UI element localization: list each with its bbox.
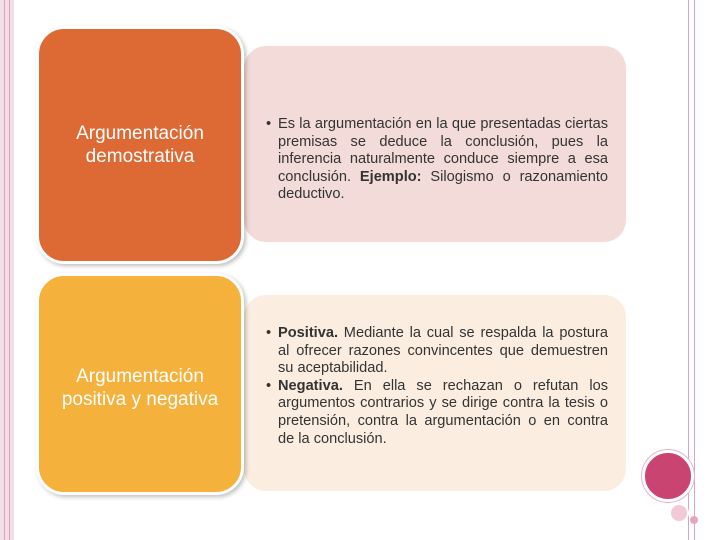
bullet-mark: • [266, 116, 272, 132]
left-frame-border [0, 0, 14, 540]
frame-line [9, 0, 10, 540]
bullet-item-negative [266, 378, 608, 448]
label-text: Argumentación demostrativa [76, 123, 204, 167]
decorative-circle-tiny [690, 516, 698, 524]
decorative-circle-large [642, 450, 694, 502]
bullet-bold-lead: Negativa. [278, 377, 343, 394]
frame-line [4, 0, 5, 540]
frame-line [694, 0, 695, 540]
bullet-item [266, 116, 608, 204]
decorative-circle-small [669, 503, 689, 523]
bullet-item-positive [266, 325, 608, 378]
label-positive-negative [36, 273, 244, 495]
label-text: Argumentación positiva y negativa [61, 366, 219, 410]
content-box-positive-negative [244, 295, 626, 491]
bullet-bold-lead: Positiva. [278, 325, 339, 341]
bullet-list [266, 116, 608, 204]
content-box-demonstrative [244, 46, 626, 242]
row-demonstrative [36, 26, 626, 264]
bullet-bold-tail: Ejemplo: [359, 168, 422, 185]
bullet-mark: • [266, 377, 272, 394]
bullet-mark: • [266, 325, 272, 341]
bullet-text: En ella se rechazan o refutan los argumentos contrarios y se dirige contra la tesis o pretensión, contra la argumentación o en contra de la conclusión. [278, 377, 608, 447]
row-positive-negative [36, 273, 626, 495]
bullet-text: Es la argumentación en la que presentadas ciertas premisas se deduce la conclusión, pues la inferencia naturalmente conduce siempre a esa conclusión. [278, 116, 608, 185]
label-demonstrative [36, 26, 244, 264]
bullet-after: Silogismo o razonamiento deductivo. [278, 168, 608, 203]
bullet-list [266, 325, 608, 448]
bullet-text: Mediante la cual se respalda la postura al ofrecer razones convincentes que demuestren su aceptabilidad. [278, 325, 608, 377]
